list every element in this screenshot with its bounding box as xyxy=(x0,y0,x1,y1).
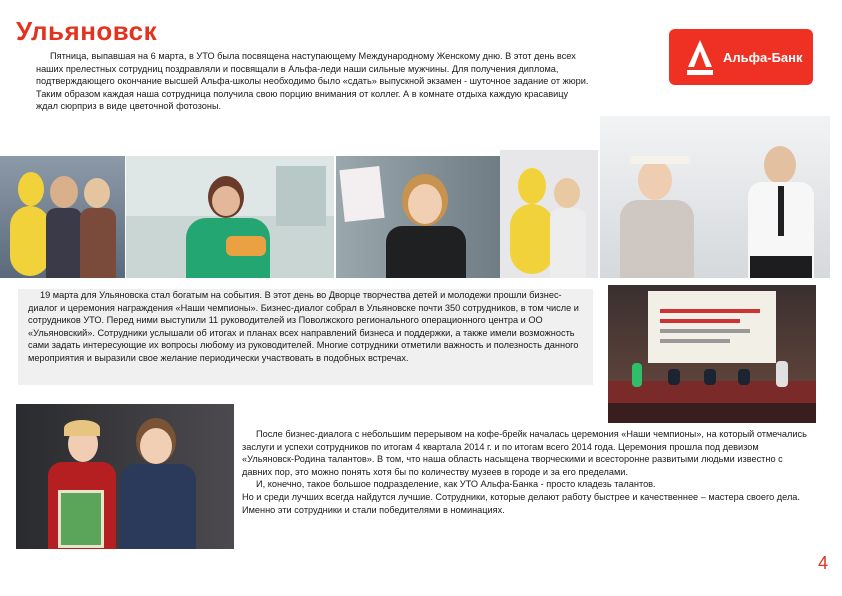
paragraph-march-6: Пятница, выпавшая на 6 марта, в УТО была посвящена наступающему Международному Женскому дню. В этот день всех наших прелестных сотрудниц поздравляли и посвящали в Альфа-леди наши сильные мужчины. Для получения диплома, подтверждающего окончание высшей Альфа-школы необходимо было «сдать» выпускной экзамен - шуточное задание от жюри. Таким образом каждая наша сотрудница получила свою порцию внимания от коллег. А в комнате отдыха каждую красавицу ждал сюрприз в виде цветочной фотозоны. xyxy=(36,51,589,112)
photo-woman-knitting xyxy=(126,156,334,278)
business-dialog-paragraph xyxy=(18,289,593,385)
photo-two-women-award xyxy=(16,404,234,549)
alfa-bank-logo-icon xyxy=(681,37,719,77)
page-number: 4 xyxy=(817,553,828,573)
champions-paragraph xyxy=(242,428,808,516)
intro-paragraph xyxy=(36,50,590,113)
paragraph-march-19: 19 марта для Ульяновска стал богатым на события. В этот день во Дворце творчества детей и молодежи прошли бизнес-диалог и церемония награждения «Наши чемпионы». Бизнес-диалог собрал в Ульяновске почти 350 сотрудников, в том числе и сотрудников УТО. Перед ними выступили 11 руководителей из Поволжского регионального операционного центра и ОО «Ульяновский». Сотрудники услышали об итогах и планах всех направлений бизнеса и поддержки, а также имели возможность сами задать интересующие их вопросы любому из руководителей. Многие сотрудники отметили важность и полезность данного мероприятия и выразили свое желание периодически участвовать в подобных встречах. xyxy=(28,290,579,363)
paragraph-talents: И, конечно, такое большое подразделение, как УТО Альфа-Банка - просто кладезь талантов. xyxy=(256,479,656,490)
paragraph-ceremony: После бизнес-диалога с небольшим перерывом на кофе-брейк началась церемония «Наши чемпионы», на который отмечались заслуги и успехи сотрудников по итогам 4 квартала 2014 г. и по итогам всего 2014 года. Церемония прошла под девизом «Ульяновск-Родина талантов». В том, что наша область насыщена творческими и всесторонне развитыми людьми известно с давних пор, это можно понять хотя бы по количеству музеев в городе и за его пределами. xyxy=(242,429,807,477)
alfa-bank-logo xyxy=(669,29,813,85)
photo-conference-stage xyxy=(608,285,816,423)
page-title: Ульяновск xyxy=(16,16,158,46)
photo-yellow-eight-two-women xyxy=(0,156,125,278)
alfa-bank-logo-text: Альфа-Банк xyxy=(723,49,803,65)
paragraph-winners: Но и среди лучших всегда найдутся лучшие. Сотрудники, которые делают работу быстрее и качественнее – мастера своего дела. Именно эти сотрудники и стали победителями в номинациях. xyxy=(242,491,800,515)
photo-woman-yellow-eight xyxy=(500,150,598,278)
photo-woman-headphones-diploma xyxy=(336,156,501,278)
photo-man-and-woman-diploma xyxy=(600,116,830,278)
